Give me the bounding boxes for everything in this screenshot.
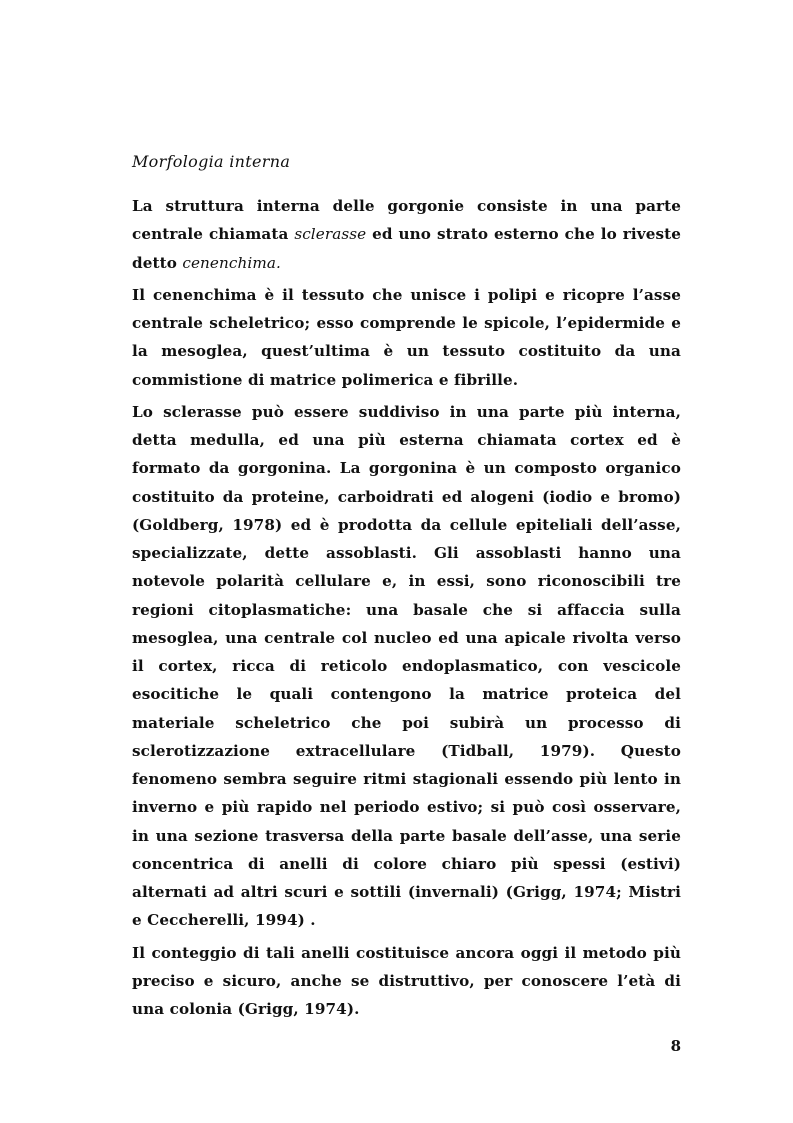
paragraph-structure: [132, 192, 681, 277]
section-heading: Morfologia interna: [132, 152, 291, 171]
paragraph-sclerasse: Lo sclerasse può essere suddiviso in una parte più interna, detta medulla, ed una più esterna chiamata cortex ed è formato da gorgonina. La gorgonina è un composto organico costituito da proteine, carboidrati ed alogeni (iodio e bromo) (Goldberg, 1978) ed è prodotta da cellule epiteliali dell’asse, specializzate, dette assoblasti. Gli assoblasti hanno una notevole polarità cellulare e, in essi, sono riconoscibili tre regioni citoplasmatiche: una basale che si affaccia sulla mesoglea, una centrale col nucleo ed una apicale rivolta verso il cortex, ricca di reticolo endoplasmatico, con vescicole esocitiche le quali contengono la matrice proteica del materiale scheletrico che poi subirà un processo di sclerotizzazione extracellulare (Tidball, 1979). Questo fenomeno sembra seguire ritmi stagionali essendo più lento in inverno e più rapido nel periodo estivo; si può così osservare, in una sezione trasversa della parte basale dell’asse, una serie concentrica di anelli di colore chiaro più spessi (estivi) alternati ad altri scuri e sottili (invernali) (Grigg, 1974; Mistri e Ceccherelli, 1994) .: [132, 402, 681, 930]
paragraph-structure-part-2: ed uno strato esterno che lo riveste detto: [132, 225, 681, 272]
paragraph-structure-part-1: La struttura interna delle gorgonie consiste in una parte centrale chiamata: [132, 197, 681, 244]
paragraph-ring-count: Il conteggio di tali anelli costituisce ancora oggi il metodo più preciso e sicuro, anche se distruttivo, per conoscere l’età di una colonia (Grigg, 1974).: [132, 943, 681, 1018]
term-sclerasse: sclerasse: [294, 225, 367, 244]
paragraph-cenenchima: Il cenenchima è il tessuto che unisce i polipi e ricopre l’asse centrale scheletrico; esso comprende le spicole, l’epidermide e la mesoglea, quest’ultima è un tessuto costituito da una commistione di matrice polimerica e fibrille.: [132, 285, 681, 389]
page-number: 8: [670, 1037, 681, 1055]
body-text: [132, 192, 681, 1027]
term-cenenchima: cenenchima.: [182, 253, 281, 272]
